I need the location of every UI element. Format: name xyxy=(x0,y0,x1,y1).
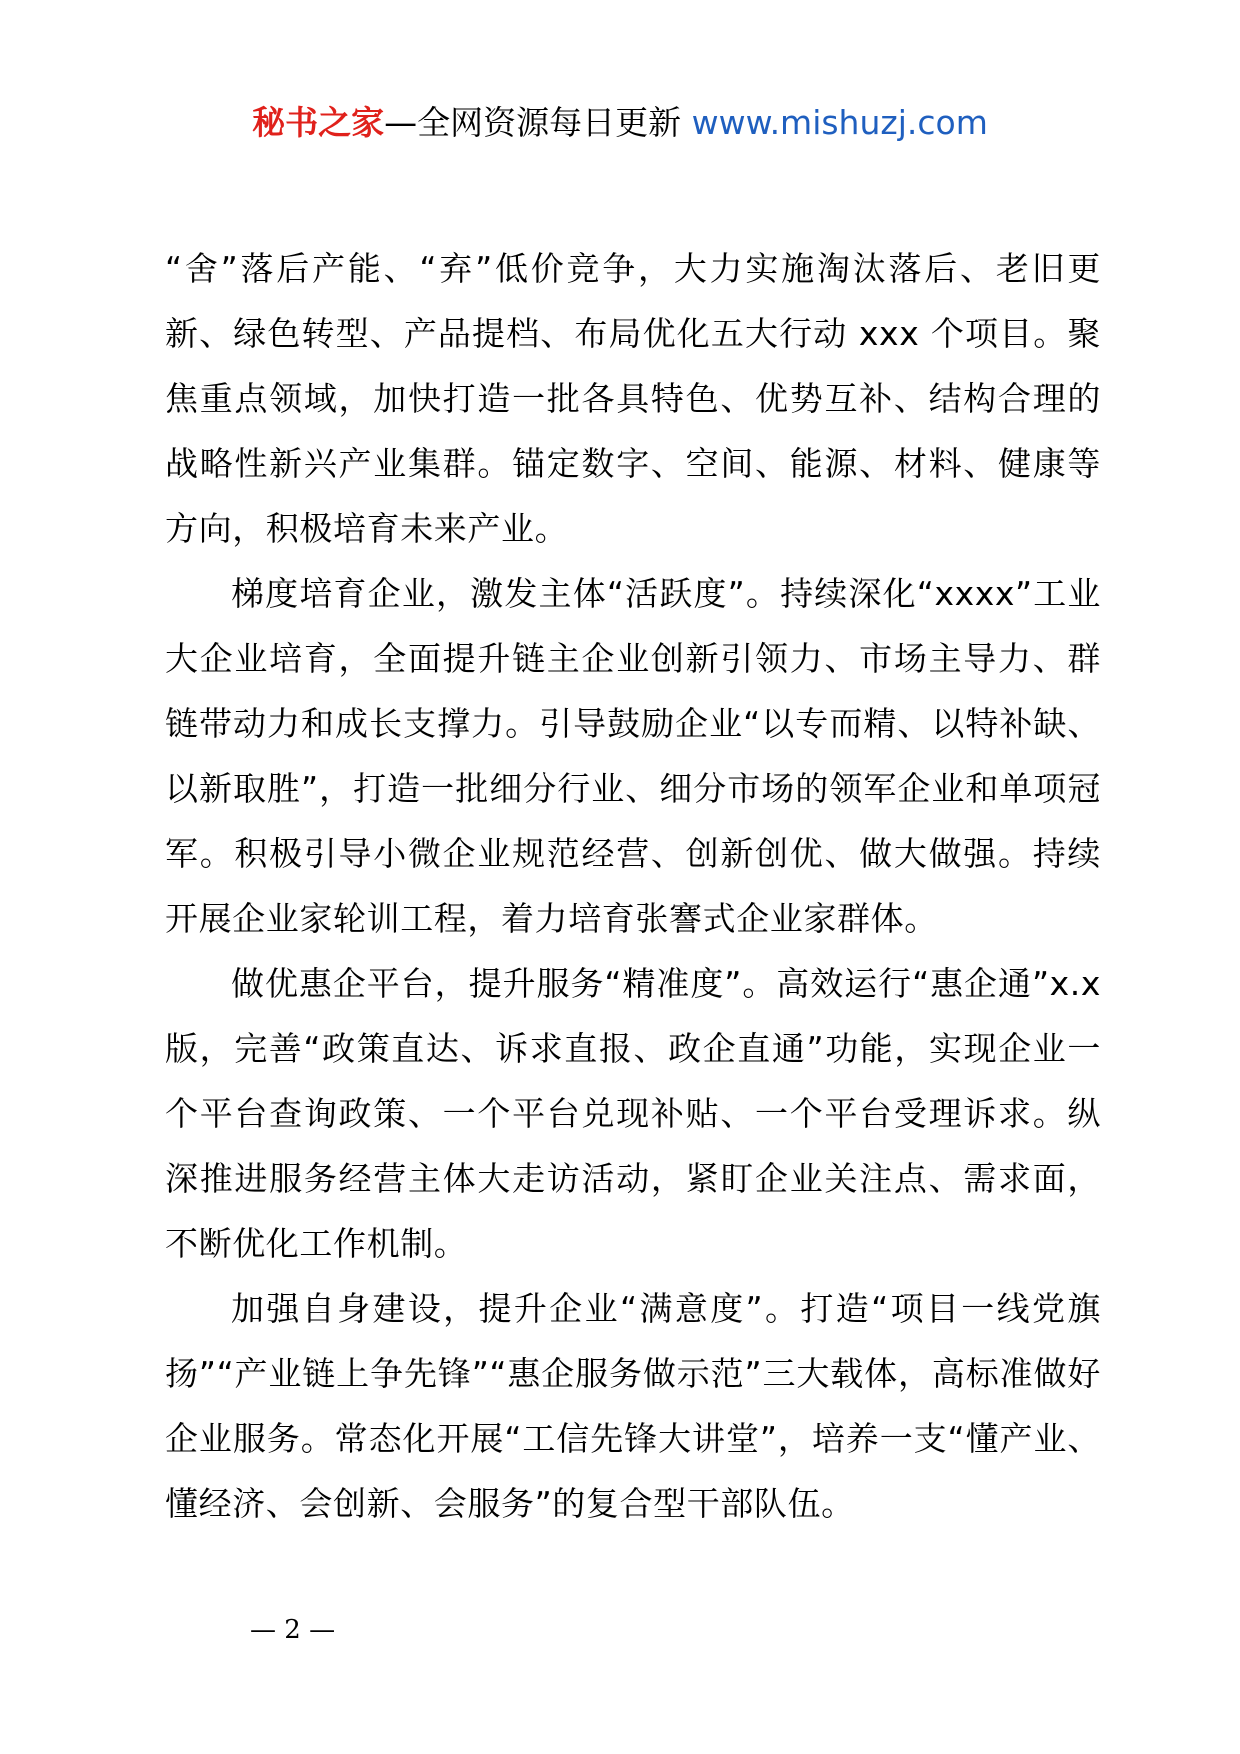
site-header xyxy=(0,98,1240,148)
paragraph-self-building: 加强自身建设，提升企业“满意度”。打造“项目一线党旗扬”“产业链上争先锋”“惠企服务做示范”三大载体，高标准做好企业服务。常态化开展“工信先锋大讲堂”，培养一支“懂产业、懂经济、会创新、会服务”的复合型干部队伍。 xyxy=(165,1289,1101,1523)
page-number: — 2 — xyxy=(250,1615,336,1645)
site-brand: 秘书之家 xyxy=(252,103,385,142)
paragraph-enterprise-cultivation: 梯度培育企业，激发主体“活跃度”。持续深化“xxxx”工业大企业培育，全面提升链主企业创新引领力、市场主导力、群链带动力和成长支撑力。引导鼓励企业“以专而精、以特补缺、以新取胜”，打造一批细分行业、细分市场的领军企业和单项冠军。积极引导小微企业规范经营、创新创优、做大做强。持续开展企业家轮训工程，着力培育张謇式企业家群体。 xyxy=(165,574,1101,938)
paragraph-service-platform: 做优惠企平台，提升服务“精准度”。高效运行“惠企通”x.x 版，完善“政策直达、诉求直报、政企直通”功能，实现企业一个平台查询政策、一个平台兑现补贴、一个平台受理诉求。纵深推进服务经营主体大走访活动，紧盯企业关注点、需求面，不断优化工作机制。 xyxy=(165,964,1101,1263)
document-body xyxy=(165,236,1101,1536)
site-url[interactable]: www.mishuzj.com xyxy=(691,103,988,142)
site-tagline: —全网资源每日更新 xyxy=(384,103,682,142)
paragraph-continued: “舍”落后产能、“弃”低价竞争，大力实施淘汰落后、老旧更新、绿色转型、产品提档、布局优化五大行动 xxx 个项目。聚焦重点领域，加快打造一批各具特色、优势互补、结构合理的战略性新兴产业集群。锚定数字、空间、能源、材料、健康等方向，积极培育未来产业。 xyxy=(165,249,1101,548)
